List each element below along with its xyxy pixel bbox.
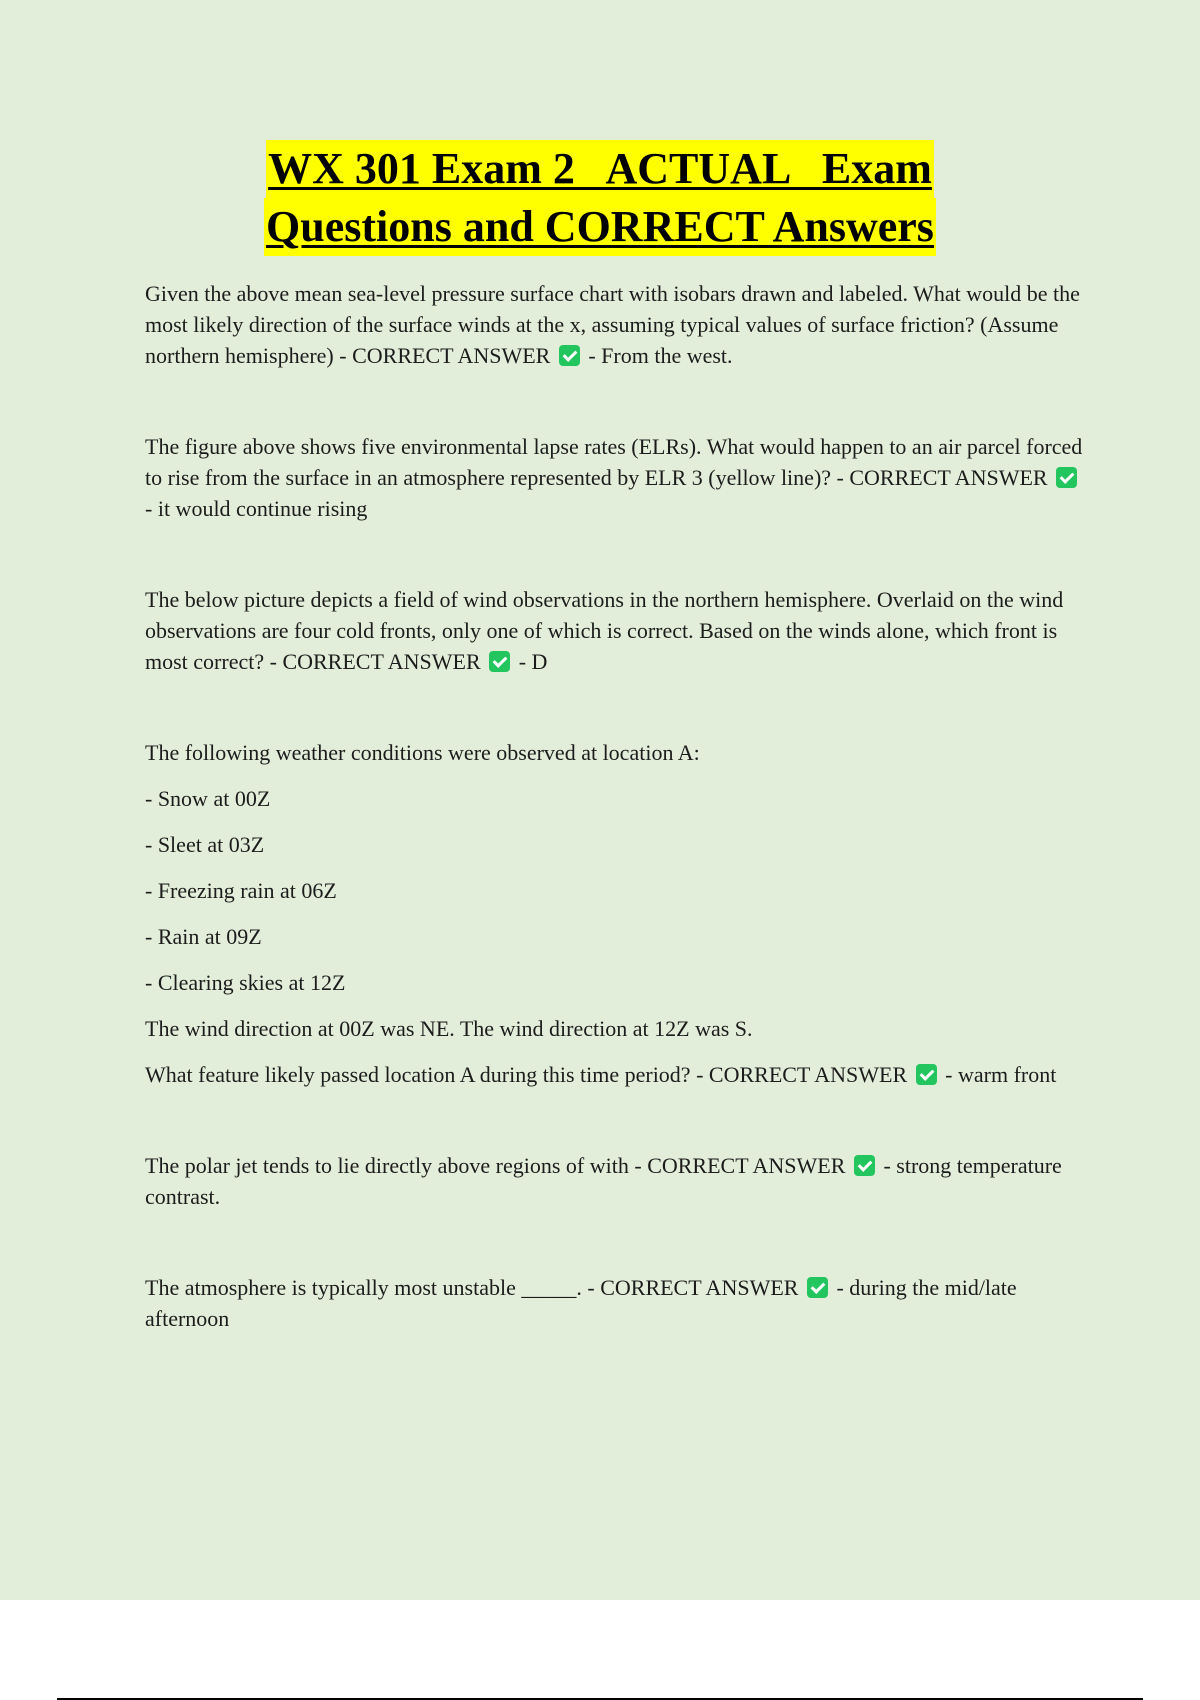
observation-intro: The following weather conditions were observed at location A:: [145, 740, 700, 765]
question-text: The polar jet tends to lie directly above regions of with -: [145, 1153, 648, 1178]
answer-text: From the west.: [601, 343, 733, 368]
qa-item-6: The atmosphere is typically most unstable _____. - CORRECT ANSWER - during the mid/late afternoon: [145, 1275, 1017, 1331]
answer-label: CORRECT ANSWER: [849, 465, 1048, 490]
answer-label: CORRECT ANSWER: [708, 1062, 908, 1087]
check-box-icon: [489, 651, 510, 672]
check-box-icon: [916, 1064, 937, 1085]
answer-text: it would continue rising: [157, 496, 368, 521]
observation-item: - Freezing rain at 06Z: [145, 878, 337, 903]
wind-note: The wind direction at 00Z was NE. The wind direction at 12Z was S.: [145, 1016, 753, 1041]
question-text: The below picture depicts a field of wind observations in the northern hemisphere. Overlaid on the wind observations are four cold fronts, only one of which is correct. Based on the winds alone, which front is most correct? -: [145, 587, 1064, 674]
title-line-1: WX 301 Exam 2 ACTUAL Exam: [266, 140, 934, 198]
observation-item: - Clearing skies at 12Z: [145, 970, 346, 995]
answer-label: CORRECT ANSWER: [352, 343, 551, 368]
question-text: Given the above mean sea-level pressure surface chart with isobars drawn and labeled. What would be the most likely direction of the surface winds at the x, assuming typical values of surface friction? (Assume northern hemisphere) -: [145, 281, 1080, 368]
qa-question: What feature likely passed location A during this time period? - CORRECT ANSWER - warm front: [145, 1062, 1057, 1087]
observation-item: - Rain at 09Z: [145, 924, 262, 949]
answer-text: D: [531, 649, 548, 674]
question-text: What feature likely passed location A during this time period? -: [145, 1062, 709, 1087]
check-box-icon: [854, 1155, 875, 1176]
qa-item-1: Given the above mean sea-level pressure surface chart with isobars drawn and labeled. What would be the most likely direction of the surface winds at the x, assuming typical values of surface friction? (Assume northern hemisphere) - CORRECT ANSWER - From the west.: [145, 281, 1080, 368]
observation-item: - Snow at 00Z: [145, 786, 271, 811]
question-text: The atmosphere is typically most unstable _____. -: [145, 1275, 601, 1300]
answer-label: CORRECT ANSWER: [647, 1153, 846, 1178]
qa-item-4: [145, 737, 1090, 1090]
qa-item-3: The below picture depicts a field of wind observations in the northern hemisphere. Overlaid on the wind observations are four cold fronts, only one of which is correct. Based on the winds alone, which front is most correct? - CORRECT ANSWER - D: [145, 587, 1064, 674]
qa-item-5: The polar jet tends to lie directly above regions of with - CORRECT ANSWER - strong temperature contrast.: [145, 1153, 1062, 1209]
check-box-icon: [807, 1277, 828, 1298]
document-title: [0, 140, 1200, 256]
answer-label: CORRECT ANSWER: [282, 649, 481, 674]
check-box-icon: [559, 345, 580, 366]
qa-list: [145, 278, 1090, 1334]
title-line-2: Questions and CORRECT Answers: [264, 198, 936, 256]
answer-label: CORRECT ANSWER: [600, 1275, 799, 1300]
check-box-icon: [1056, 467, 1077, 488]
answer-text: during the mid/late afternoon: [145, 1275, 1017, 1331]
question-text: The figure above shows five environmental lapse rates (ELRs). What would happen to an air parcel forced to rise from the surface in an atmosphere represented by ELR 3 (yellow line)? -: [145, 434, 1083, 490]
answer-text: strong temperature contrast.: [145, 1153, 1062, 1209]
qa-item-2: The figure above shows five environmental lapse rates (ELRs). What would happen to an air parcel forced to rise from the surface in an atmosphere represented by ELR 3 (yellow line)? - CORRECT ANSWER - it would continue rising: [145, 434, 1083, 521]
observation-item: - Sleet at 03Z: [145, 832, 265, 857]
answer-text: warm front: [957, 1062, 1057, 1087]
